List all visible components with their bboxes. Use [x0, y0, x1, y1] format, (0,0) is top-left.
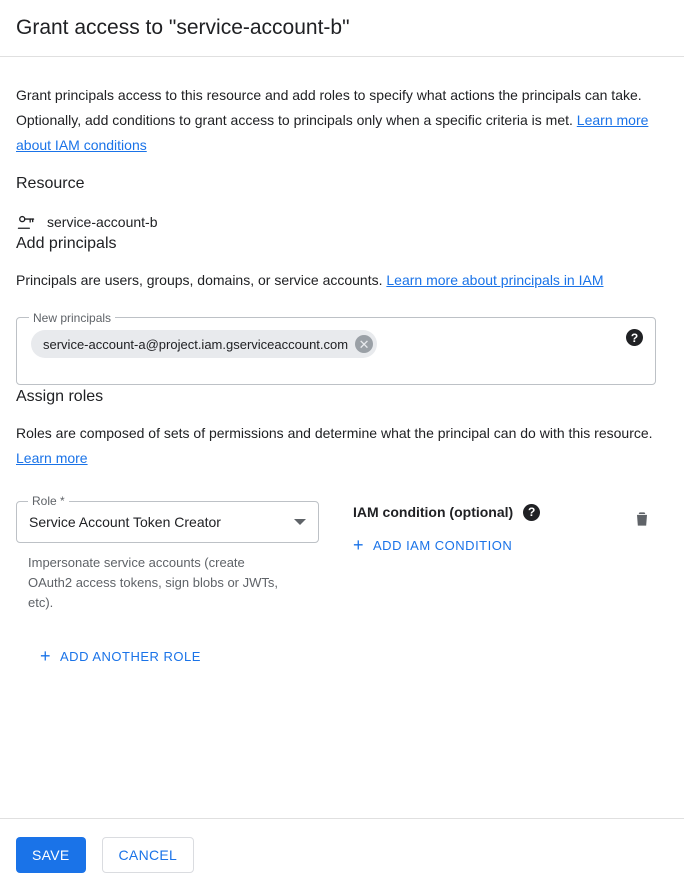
plus-icon: +	[353, 535, 365, 555]
save-button[interactable]: SAVE	[16, 837, 86, 873]
role-column	[16, 494, 319, 613]
principal-chip-label: service-account-a@project.iam.gserviceaccount.com	[43, 336, 349, 352]
delete-role-column	[632, 509, 652, 529]
role-select-value: Service Account Token Creator	[29, 514, 221, 530]
learn-more-link[interactable]: Learn more	[16, 450, 88, 466]
role-description: Impersonate service accounts (create OAuth2 access tokens, sign blobs or JWTs, etc).	[28, 555, 278, 610]
chevron-down-icon	[294, 519, 306, 525]
cancel-button[interactable]: CANCEL	[102, 837, 195, 873]
page-title: Grant access to "service-account-b"	[16, 16, 350, 39]
assign-roles-description-body: Roles are composed of sets of permissions and determine what the principal can do with this resource.	[16, 425, 653, 441]
principal-chip[interactable]	[31, 330, 377, 358]
role-field-label: Role *	[28, 493, 69, 509]
iam-condition-column	[353, 501, 603, 556]
assign-roles-heading: Assign roles	[16, 388, 104, 405]
resource-name: service-account-b	[47, 214, 158, 230]
resource-row	[16, 212, 668, 232]
dialog-content	[0, 83, 684, 667]
intro-text-body: Grant principals access to this resource and add roles to specify what actions the principals can take. Optionally, add conditions to grant access to principals only when a specific criteria is met.	[16, 87, 642, 128]
add-principals-description-body: Principals are users, groups, domains, or service accounts.	[16, 272, 387, 288]
add-iam-condition-button[interactable]	[353, 536, 512, 554]
plus-icon: +	[40, 646, 52, 666]
dialog-footer	[0, 818, 684, 891]
new-principals-label: New principals	[29, 310, 115, 326]
add-another-role-button[interactable]	[40, 647, 201, 665]
add-principals-description	[16, 268, 661, 293]
iam-conditions-link[interactable]: Learn more about IAM conditions	[16, 112, 649, 153]
assign-roles-description	[16, 421, 661, 471]
help-icon[interactable]: ?	[626, 329, 643, 346]
add-iam-condition-label: ADD IAM CONDITION	[373, 537, 513, 553]
condition-help-icon[interactable]: ?	[523, 504, 540, 521]
intro-text	[16, 83, 656, 158]
service-account-icon	[16, 212, 36, 232]
resource-heading: Resource	[16, 175, 85, 192]
add-another-role-label: ADD ANOTHER ROLE	[60, 648, 201, 664]
remove-chip-icon[interactable]: ✕	[355, 335, 373, 353]
role-row	[16, 494, 668, 613]
new-principals-field[interactable]	[16, 311, 656, 385]
iam-condition-label: IAM condition (optional)	[353, 504, 514, 520]
trash-icon[interactable]	[632, 509, 652, 529]
principals-in-iam-link[interactable]: Learn more about principals in IAM	[386, 272, 604, 288]
dialog-header	[0, 0, 684, 57]
add-principals-heading: Add principals	[16, 235, 117, 252]
iam-condition-title-row	[353, 502, 603, 522]
